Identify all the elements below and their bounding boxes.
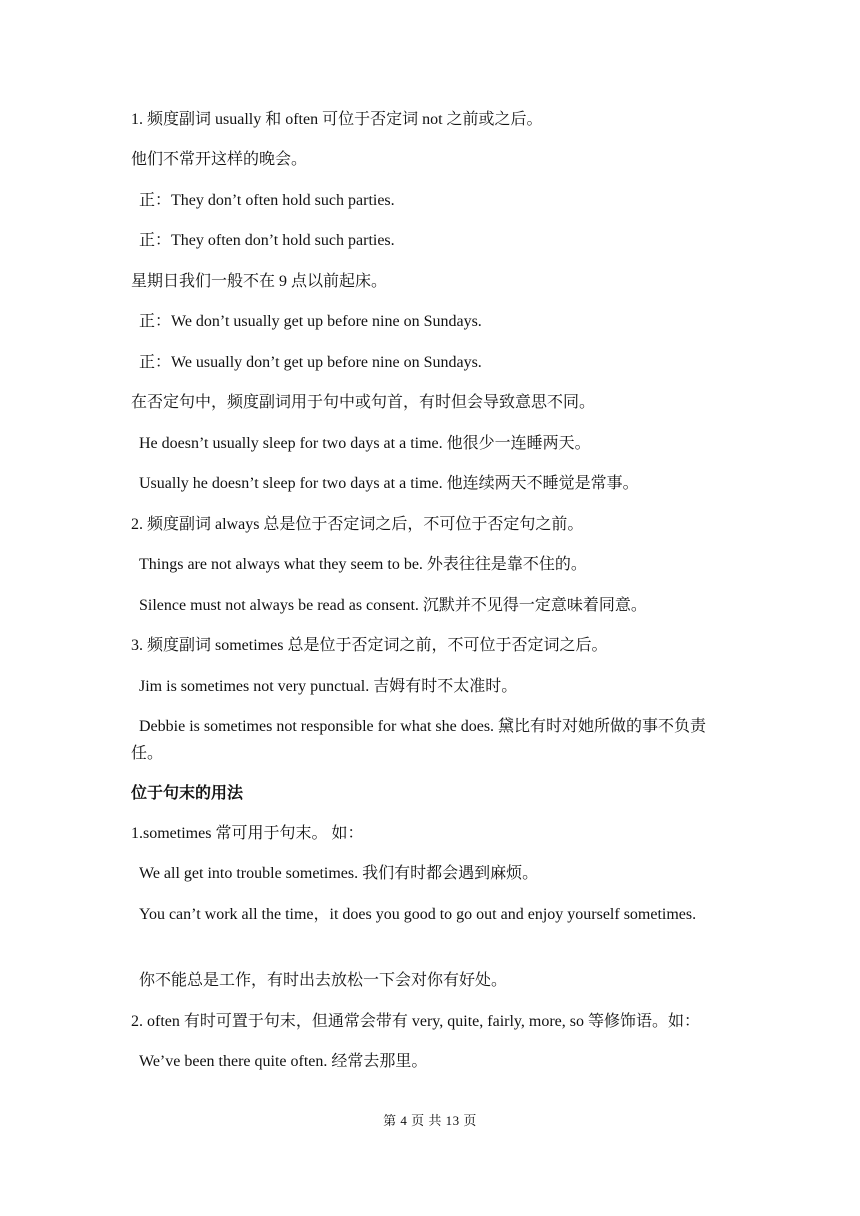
example-work-en: You can’t work all the time，it does you good to go out and enjoy yourself sometimes. (139, 906, 697, 923)
point-3-sometimes: 3. 频度副词 sometimes 总是位于否定词之前，不可位于否定词之后。 (131, 637, 608, 654)
note-negative-sentences: 在否定句中，频度副词用于句中或句首，有时但会导致意思不同。 (131, 394, 596, 411)
example-things: Things are not always what they seem to be. 外表往往是靠不住的。 (139, 556, 587, 573)
example-quite-often: We’ve been there quite often. 经常去那里。 (139, 1053, 428, 1070)
example-trouble: We all get into trouble sometimes. 我们有时都会遇到麻烦。 (139, 865, 539, 882)
example-cn-sundays: 星期日我们一般不在 9 点以前起床。 (131, 273, 388, 290)
end-point-2-often: 2. often 有时可置于句末，但通常会带有 very, quite, fairly, more, so 等修饰语。如： (131, 1013, 700, 1030)
example-en-parties-2: 正：They often don’t hold such parties. (139, 232, 395, 249)
end-point-1-sometimes: 1.sometimes 常可用于句末。 如： (131, 825, 364, 842)
example-en-sundays-1: 正：We don’t usually get up before nine on Sundays. (139, 313, 482, 330)
point-1-usually-often: 1. 频度副词 usually 和 often 可位于否定词 not 之前或之后。 (131, 111, 543, 128)
example-debbie: Debbie is sometimes not responsible for what she does. 黛比有时对她所做的事不负责任。 (131, 718, 707, 762)
page-footer: 第 4 页 共 13 页 (383, 1113, 477, 1128)
example-work-cn: 你不能总是工作，有时出去放松一下会对你有好处。 (139, 972, 508, 989)
point-2-always: 2. 频度副词 always 总是位于否定词之后，不可位于否定句之前。 (131, 516, 584, 533)
example-en-parties-1: 正：They don’t often hold such parties. (139, 192, 395, 209)
example-cn-parties: 他们不常开这样的晚会。 (131, 151, 308, 168)
example-jim: Jim is sometimes not very punctual. 吉姆有时不太准时。 (139, 678, 518, 695)
example-sleep-2: Usually he doesn’t sleep for two days at a time. 他连续两天不睡觉是常事。 (139, 475, 639, 492)
section-heading-end-position: 位于句末的用法 (131, 783, 244, 802)
example-en-sundays-2: 正：We usually don’t get up before nine on Sundays. (139, 354, 482, 371)
example-silence: Silence must not always be read as consent. 沉默并不见得一定意味着同意。 (139, 597, 647, 614)
example-sleep-1: He doesn’t usually sleep for two days at a time. 他很少一连睡两天。 (139, 435, 591, 452)
